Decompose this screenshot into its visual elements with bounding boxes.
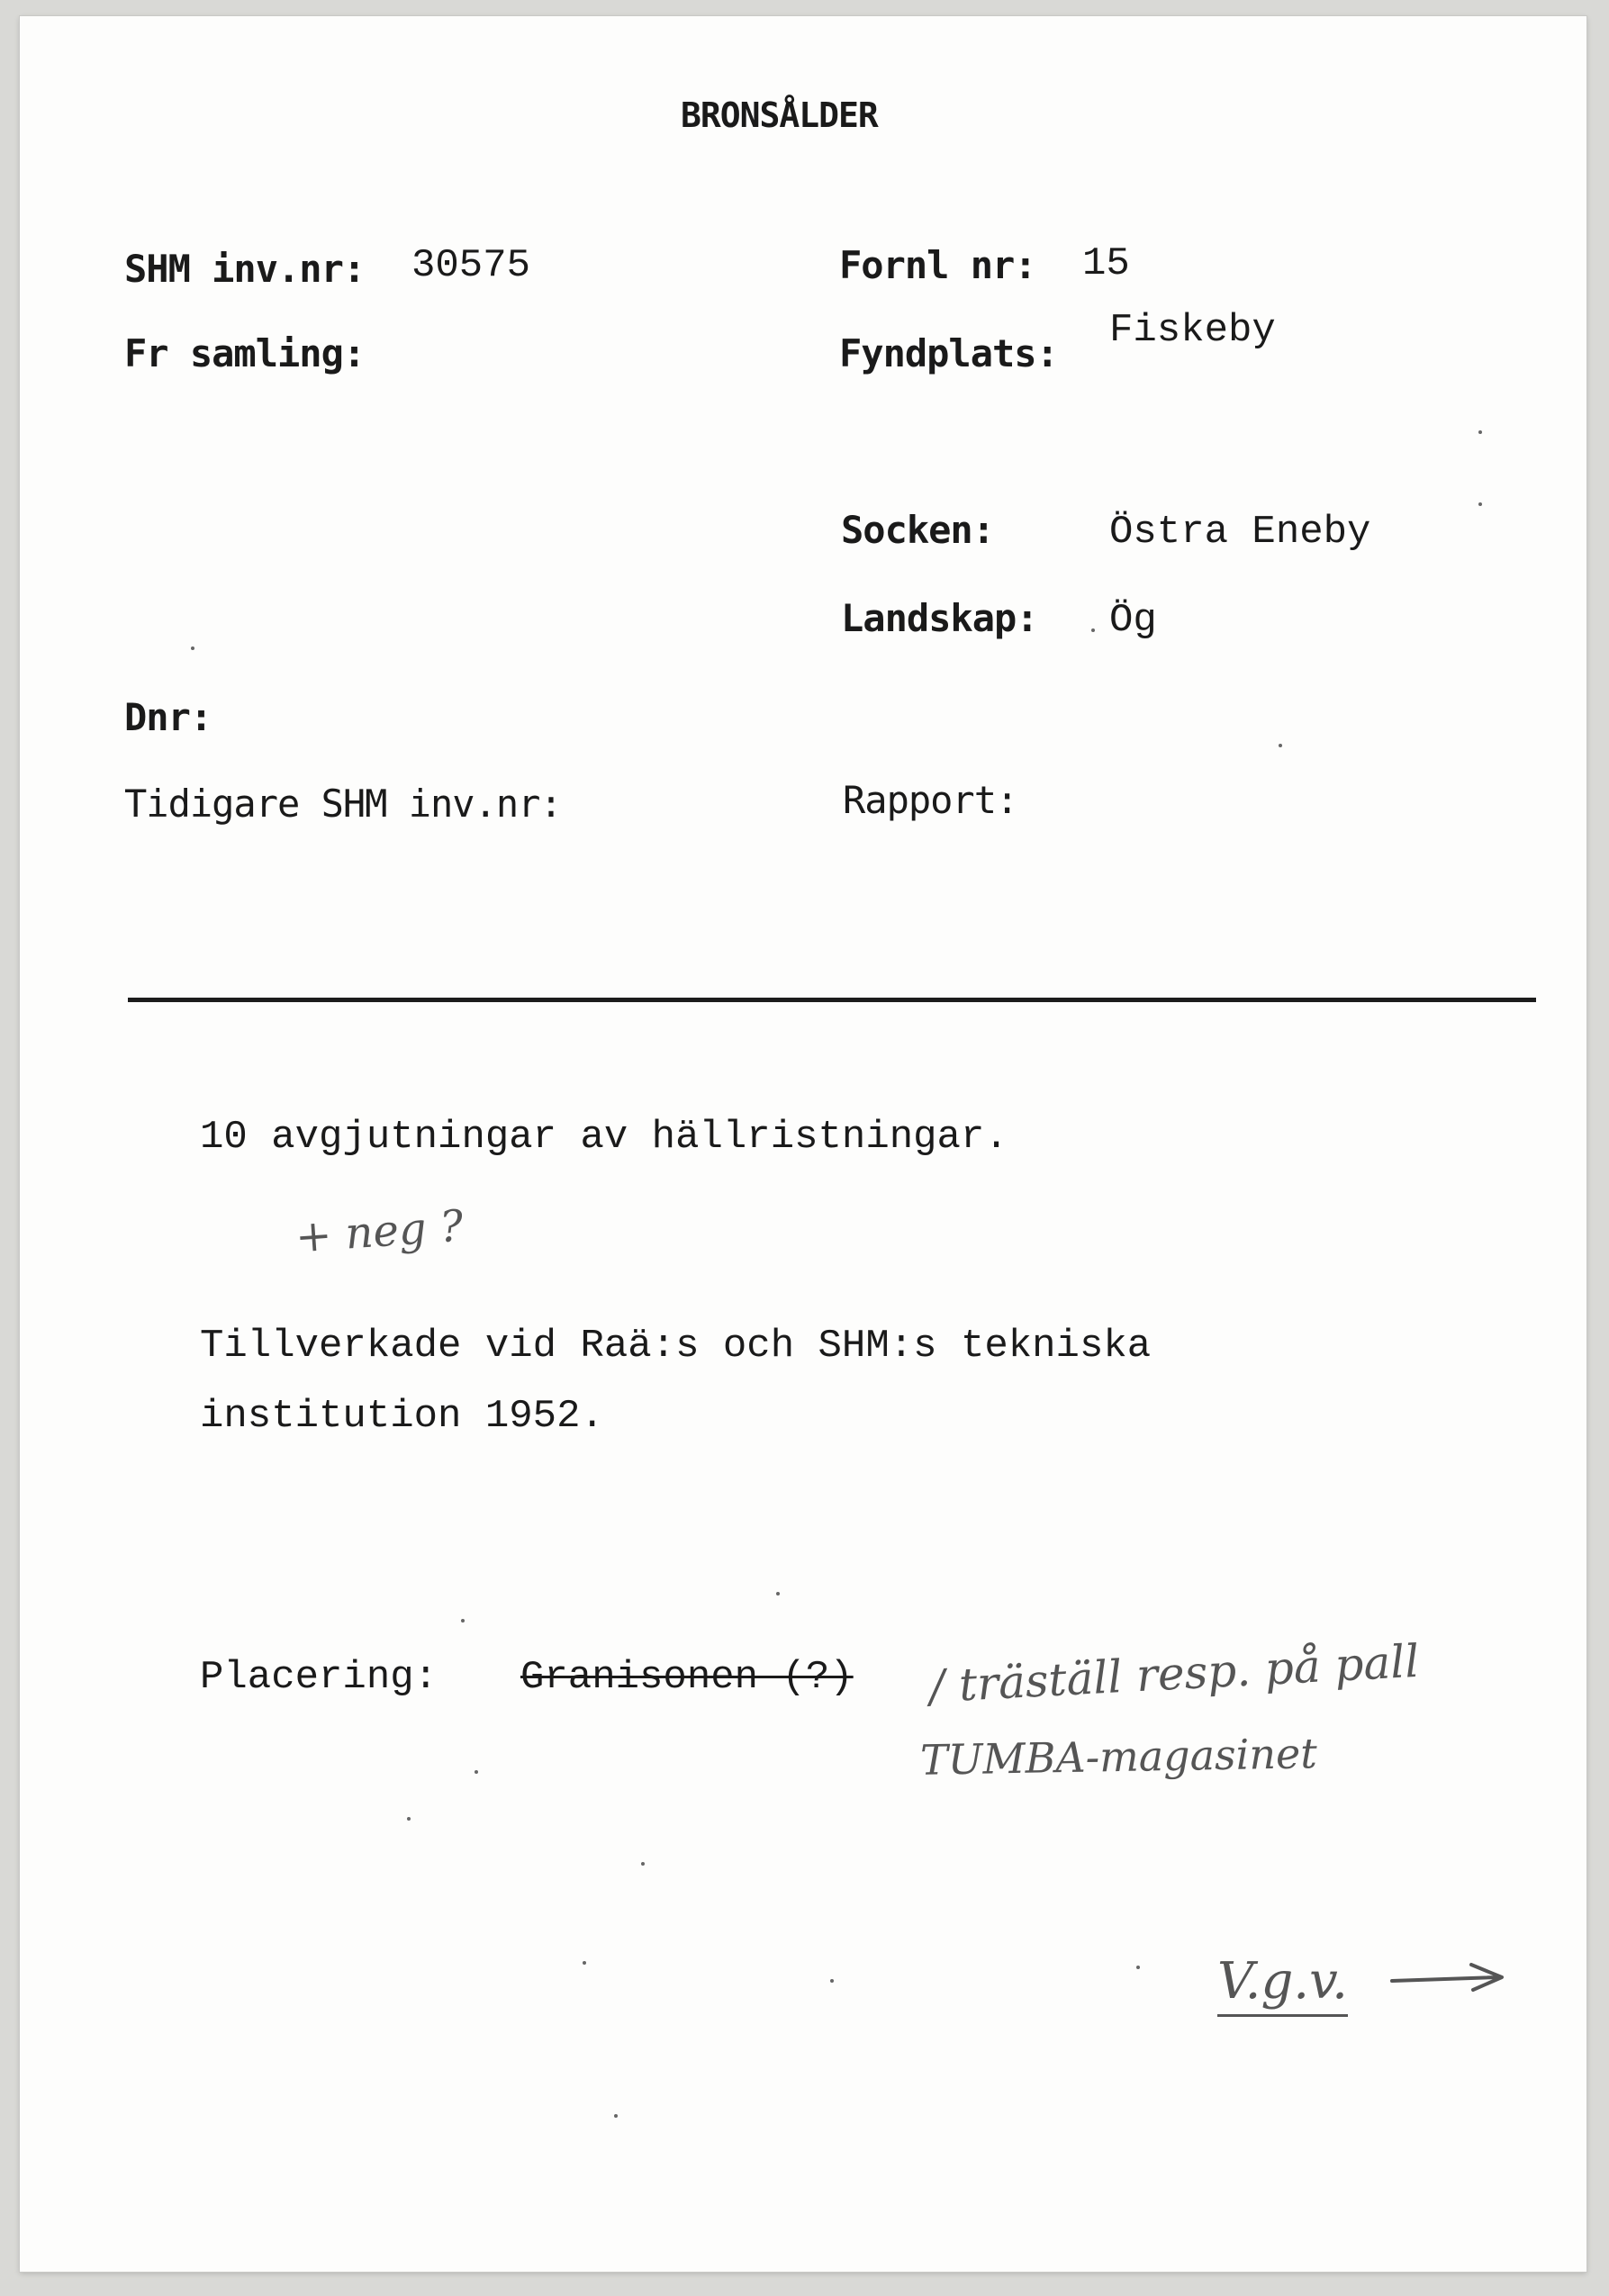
landskap-value: Ög — [1109, 598, 1157, 643]
fr-samling-label: Fr samling: — [124, 331, 366, 375]
catalog-card — [20, 16, 1586, 2272]
handwritten-vgv-note: V.g.v. — [1217, 1952, 1348, 2017]
speck — [407, 1817, 411, 1821]
arrow-right-icon — [1388, 1956, 1514, 2001]
rapport-label: Rapport: — [843, 778, 1018, 822]
tidigare-shm-label: Tidigare SHM inv.nr: — [124, 782, 562, 826]
placering-struck-value: Granisonen (?) — [520, 1655, 854, 1700]
shm-inv-nr-value: 30575 — [411, 243, 531, 288]
fornl-nr-value: 15 — [1082, 241, 1130, 286]
speck — [1091, 628, 1095, 632]
speck — [1478, 430, 1482, 434]
period-heading: BRONSÅLDER — [681, 95, 878, 135]
speck — [1478, 502, 1482, 506]
dnr-label: Dnr: — [124, 695, 212, 739]
handwritten-neg-note: + neg ? — [294, 1200, 466, 1263]
description-line-1: 10 avgjutningar av hällristningar. — [200, 1115, 1008, 1160]
socken-value: Östra Eneby — [1109, 510, 1371, 555]
speck — [475, 1770, 478, 1774]
section-divider — [128, 998, 1536, 1002]
speck — [776, 1592, 780, 1595]
speck — [461, 1619, 465, 1623]
speck — [641, 1862, 645, 1866]
fornl-nr-label: Fornl nr: — [839, 243, 1036, 287]
placering-label: Placering: — [200, 1655, 438, 1700]
landskap-label: Landskap: — [841, 596, 1038, 640]
shm-inv-nr-label: SHM inv.nr: — [124, 247, 366, 291]
speck — [1279, 744, 1282, 747]
speck — [614, 2114, 618, 2118]
speck — [191, 646, 194, 650]
speck — [583, 1961, 586, 1965]
fyndplats-value: Fiskeby — [1109, 308, 1276, 353]
fyndplats-label: Fyndplats: — [839, 331, 1058, 375]
handwritten-placering-line-1: / träställ resp. på pall — [927, 1634, 1421, 1713]
speck — [830, 1979, 834, 1983]
description-line-2: Tillverkade vid Raä:s och SHM:s tekniska — [200, 1324, 1152, 1369]
description-line-3: institution 1952. — [200, 1394, 604, 1439]
socken-label: Socken: — [841, 508, 995, 552]
speck — [1136, 1966, 1140, 1969]
handwritten-placering-line-2: TUMBA-magasinet — [919, 1729, 1318, 1785]
